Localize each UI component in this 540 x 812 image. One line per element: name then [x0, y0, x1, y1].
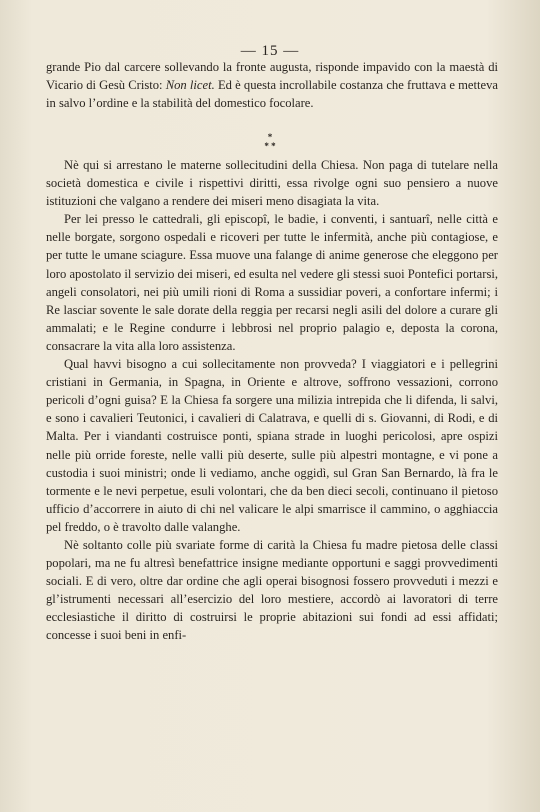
- quote-non-licet: Non licet.: [165, 78, 215, 93]
- paragraph-0-end: Ed è questa incrollabile costanza che fruttava e metteva in salvo l’ordine e la stabilità del domestico focolare.: [46, 78, 498, 111]
- separator-star-top: *: [267, 132, 273, 142]
- section-separator: [0, 133, 540, 151]
- page-number: — 15 —: [240, 43, 300, 59]
- paragraph-2: Per lei presso le cattedrali, gli episcopî, le badie, i conventi, i santuarî, nelle città e nelle borgate, sorgono ospedali e ricoveri per tutte le infermità, anche più contagiose, e per tutte le umane sciagure. Essa muove una falange di anime generose che eleggono per loro apostolato il servizio dei miseri, ed esulta nel vedere gli stessi suoi Pontefici portarsi, angeli consolatori, nei più umili rioni di Roma a sussidiar poveri, a confortare infermi; i Re lasciar sovente le sale dorate della reggia per recarsi negli asili del dolore a curare gli ammalati; e le Regine condurre i lebbrosi nel proprio palagio e, deposta la corona, consacrare la vita alla loro assistenza.: [46, 212, 498, 353]
- paragraph-continuation: [46, 58, 498, 112]
- paragraph-1: Nè qui si arrestano le materne sollecitudini della Chiesa. Non paga di tutelare nella società domestica e civile i rispettivi diritti, essa rivolge ogni suo pensiero a nuove istituzioni che valgano a rendere dei miseri meno disagiata la vita.: [46, 158, 498, 209]
- main-text: [46, 156, 498, 645]
- paragraph-4: Nè soltanto colle più svariate forme di carità la Chiesa fu madre pietosa delle classi popolari, ma ne fu altresì benefattrice insigne mediante opportuni e saggi provvedimenti sociali. E di vero, oltre dar ordine che agli operai bisognosi fossero provveduti i mezzi e gl’istrumenti necessari all’esercizio del loro mestiere, accordò ai lavoratori di terre ecclesiastiche il diritto di costruirsi le proprie abitazioni sui fondi ad essi affidati; concesse i suoi beni in enfi-: [46, 537, 498, 643]
- paragraph-0-start: grande Pio dal carcere sollevando la fronte augusta, risponde impavido con la maestà di Vicario di Gesù Cristo:: [46, 60, 498, 93]
- separator-star-bottom: * *: [264, 141, 276, 151]
- paragraph-3: Qual havvi bisogno a cui sollecitamente non provveda? I viaggiatori e i pellegrini cristiani in Germania, in Spagna, in Oriente e altrove, soffrono vessazioni, corrono pericoli d’ogni guisa? E la Chiesa fa sorgere una milizia intrepida che li difenda, li salvi, e sono i cavalieri Teutonici, i cavalieri di Calatrava, e quelli di s. Giovanni, di Rodi, e di Malta. Per i viandanti costruisce ponti, spiana strade in luoghi pericolosi, apre ospizi nelle più orride foreste, nelle valli più deserte, sulle più alpestri montagne, e vi pone a custodia i suoi ministri; onde li vediamo, anche oggidì, sul Gran San Bernardo, là fra le tormente e le nevi perpetue, esuli volontari, che da ben dieci secoli, continuano il pietoso ufficio d’accorrere in aiuto di chi nel valicare le alpi smarrisce il cammino, o agghiaccia pel freddo, o è travolto dalle valanghe.: [46, 357, 498, 534]
- paragraph-0: [46, 58, 498, 112]
